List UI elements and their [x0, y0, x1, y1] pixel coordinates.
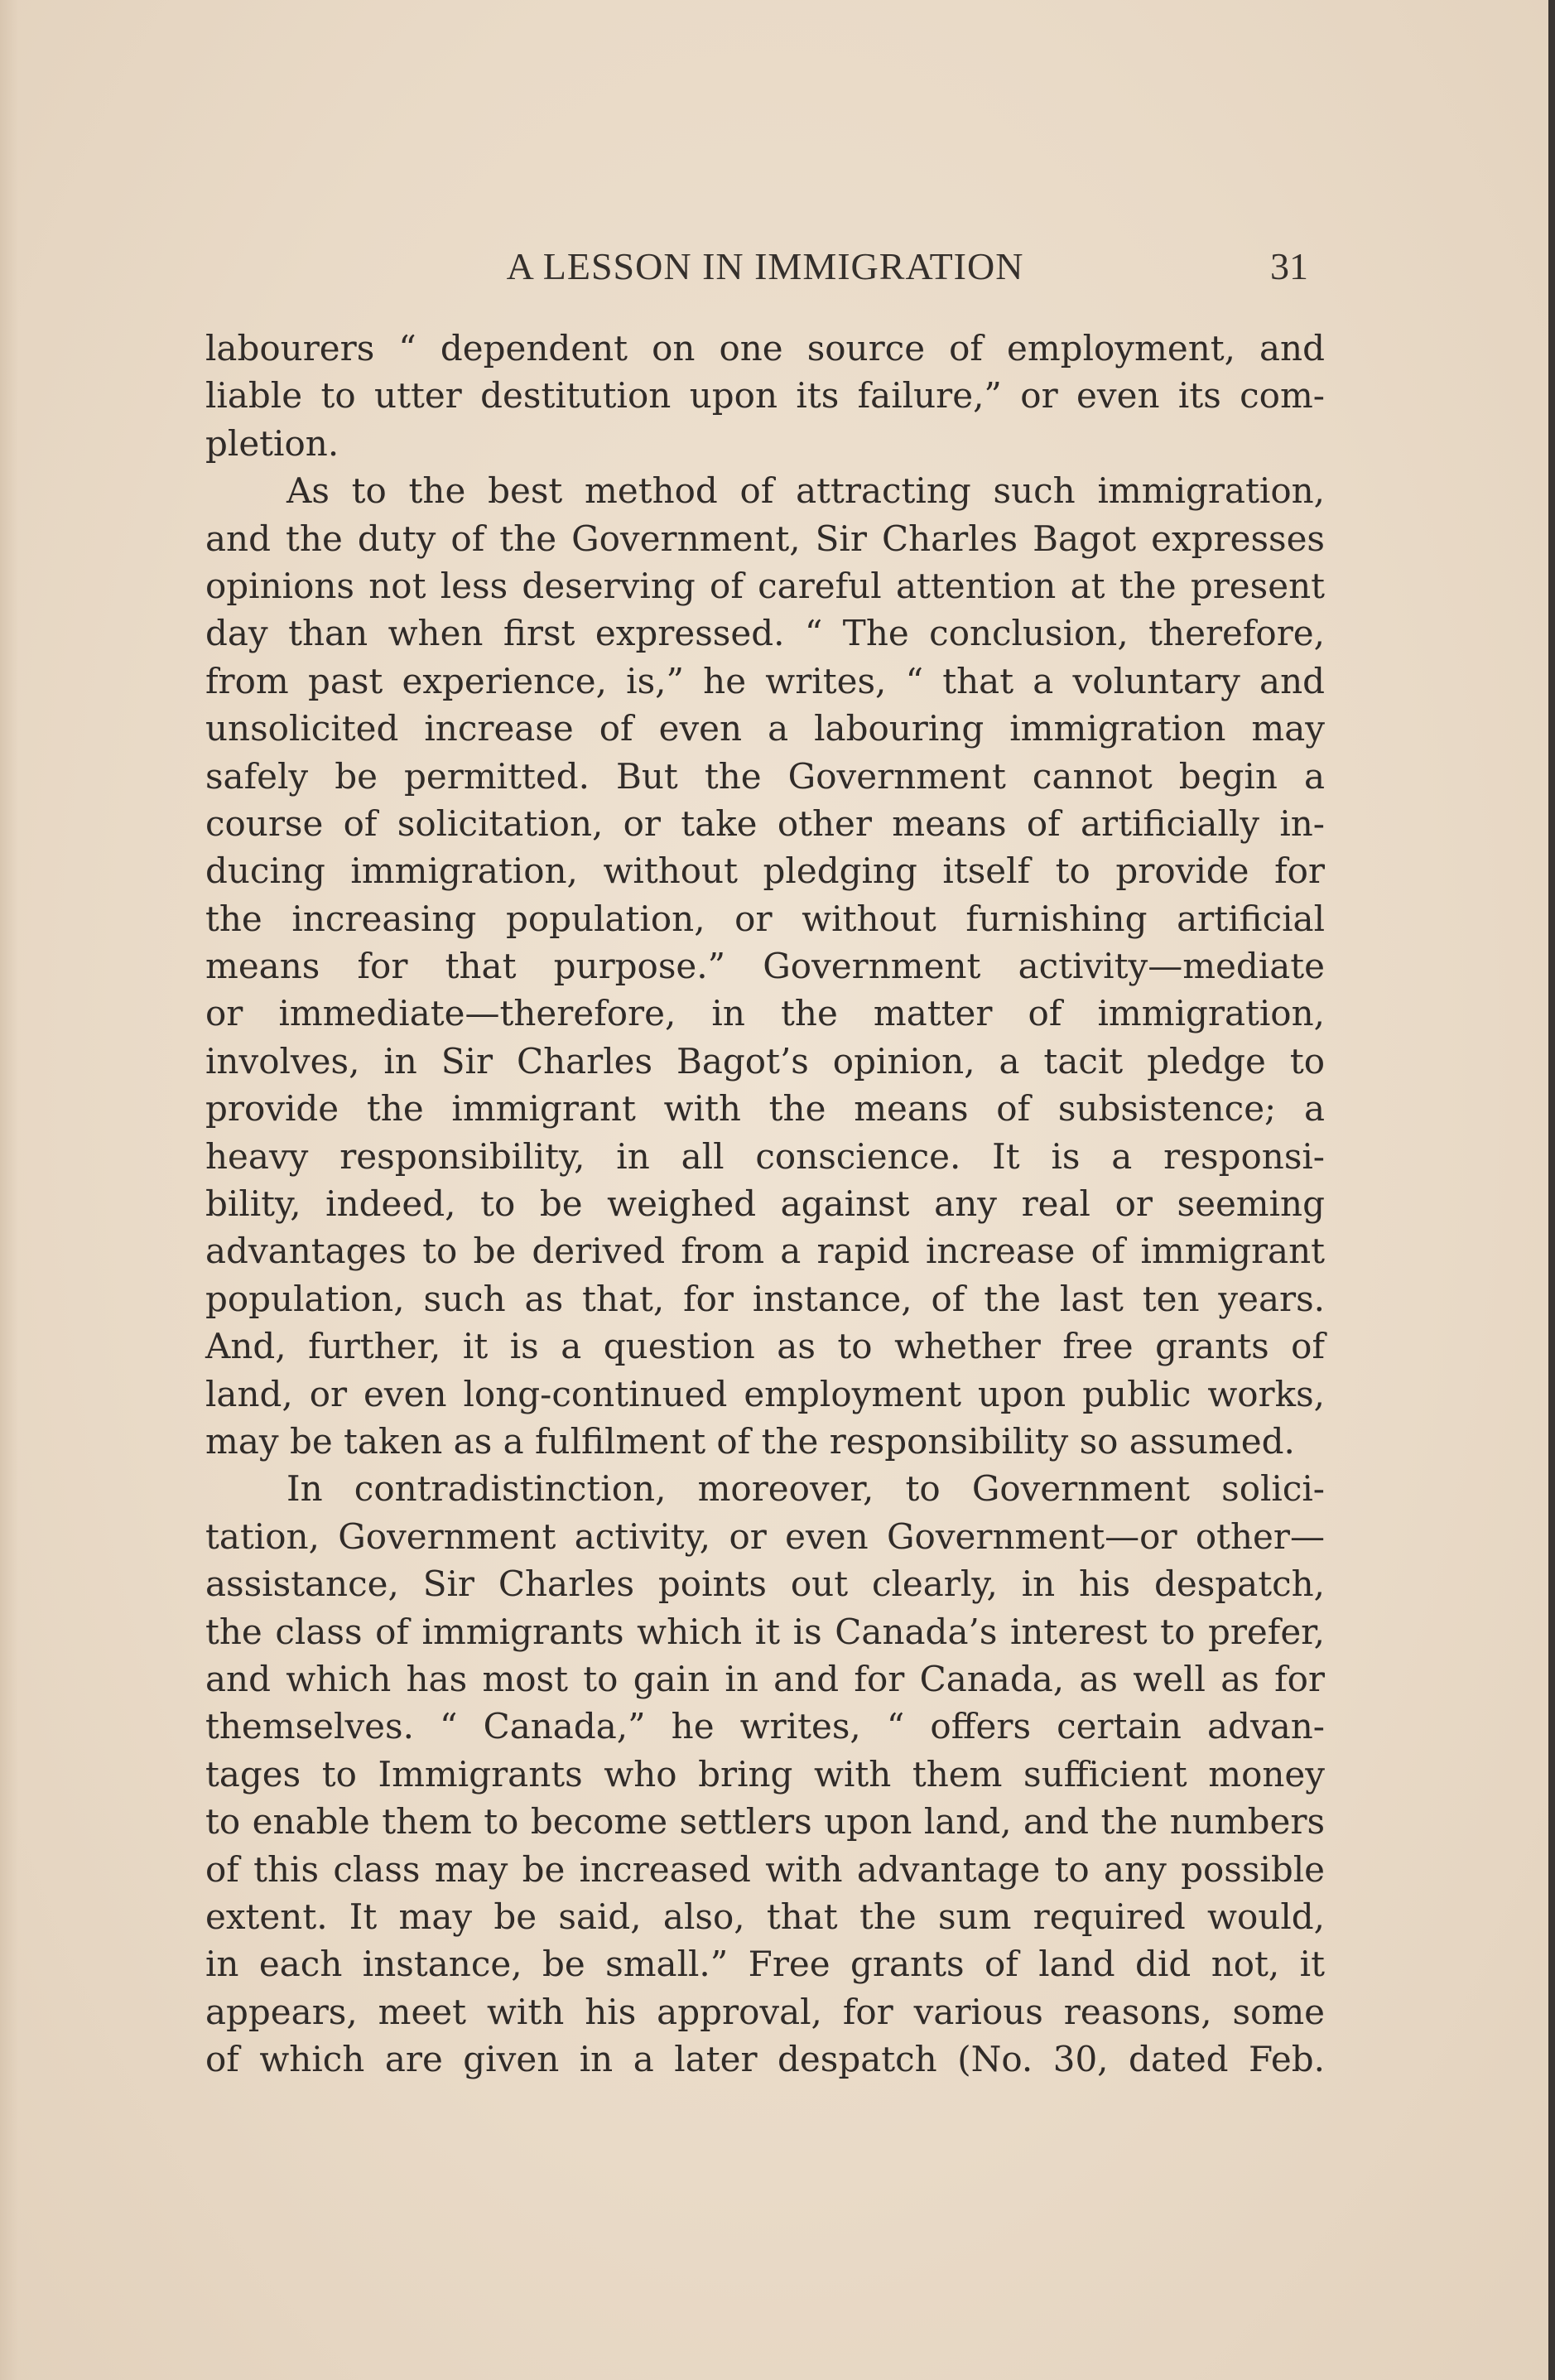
- text-line: of this class may be increased with advantage to any possible: [205, 1848, 1325, 1890]
- text-line: the class of immigrants which it is Canada’s interest to prefer,: [205, 1611, 1325, 1652]
- text-line: advantages to be derived from a rapid increase of immigrant: [205, 1231, 1325, 1272]
- text-line: themselves. “ Canada,” he writes, “ offers certain advan-: [205, 1706, 1325, 1747]
- running-head-title: A LESSON IN IMMIGRATION: [506, 245, 1024, 287]
- text-line: course of solicitation, or take other means of artificially in-: [205, 802, 1325, 844]
- text-line: safely be permitted. But the Government cannot begin a: [205, 755, 1325, 797]
- text-line: land, or even long-continued employment upon public works,: [205, 1373, 1325, 1414]
- text-line: provide the immigrant with the means of subsistence; a: [205, 1088, 1325, 1130]
- page-right-edge: [1548, 0, 1555, 2380]
- text-line: the increasing population, or without furnishing artificial: [205, 898, 1325, 939]
- text-line: may be taken as a fulfilment of the responsibility so assumed.: [205, 1420, 1295, 1462]
- text-line: appears, meet with his approval, for various reasons, some: [205, 1991, 1325, 2032]
- text-line: heavy responsibility, in all conscience. It is a responsi-: [205, 1135, 1325, 1177]
- text-line: bility, indeed, to be weighed against any real or seeming: [205, 1183, 1325, 1225]
- text-line: As to the best method of attracting such immigration,: [286, 470, 1325, 512]
- text-line: And, further, it is a question as to whether free grants of: [205, 1326, 1325, 1367]
- text-line: opinions not less deserving of careful attention at the present: [205, 565, 1325, 606]
- text-line: to enable them to become settlers upon land, and the numbers: [205, 1801, 1325, 1843]
- text-line: assistance, Sir Charles points out clearly, in his despatch,: [205, 1563, 1325, 1605]
- text-line: In contradistinction, moreover, to Government solici-: [286, 1468, 1325, 1510]
- text-line: from past experience, is,” he writes, “ that a voluntary and: [205, 660, 1325, 701]
- page-number: 31: [1270, 245, 1308, 287]
- text-line: means for that purpose.” Government activity—mediate: [205, 946, 1325, 987]
- text-line: day than when first expressed. “ The conclusion, therefore,: [205, 613, 1325, 654]
- body-text: [205, 325, 1325, 2083]
- text-line: in each instance, be small.” Free grants of land did not, it: [205, 1944, 1325, 1985]
- text-line: or immediate—therefore, in the matter of immigration,: [205, 993, 1325, 1034]
- text-line: population, such as that, for instance, of the last ten years.: [205, 1278, 1325, 1319]
- text-line: involves, in Sir Charles Bagot’s opinion, a tacit pledge to: [205, 1040, 1325, 1082]
- text-line: and which has most to gain in and for Canada, as well as for: [205, 1658, 1325, 1699]
- text-line: of which are given in a later despatch (No. 30, dated Feb.: [205, 2039, 1325, 2080]
- text-line: and the duty of the Government, Sir Charles Bagot expresses: [205, 518, 1325, 559]
- text-line: pletion.: [205, 422, 339, 464]
- text-line: ducing immigration, without pledging itself to provide for: [205, 850, 1325, 892]
- text-line: tation, Government activity, or even Government—or other—: [205, 1515, 1325, 1557]
- running-head: [205, 242, 1325, 291]
- text-line: labourers “ dependent on one source of employment, and: [205, 328, 1325, 369]
- page-left-margin-shadow: [0, 0, 18, 2380]
- text-line: tages to Immigrants who bring with them sufficient money: [205, 1753, 1325, 1795]
- text-line: liable to utter destitution upon its failure,” or even its com-: [205, 375, 1325, 417]
- text-line: unsolicited increase of even a labouring immigration may: [205, 708, 1325, 749]
- text-line: extent. It may be said, also, that the sum required would,: [205, 1896, 1325, 1937]
